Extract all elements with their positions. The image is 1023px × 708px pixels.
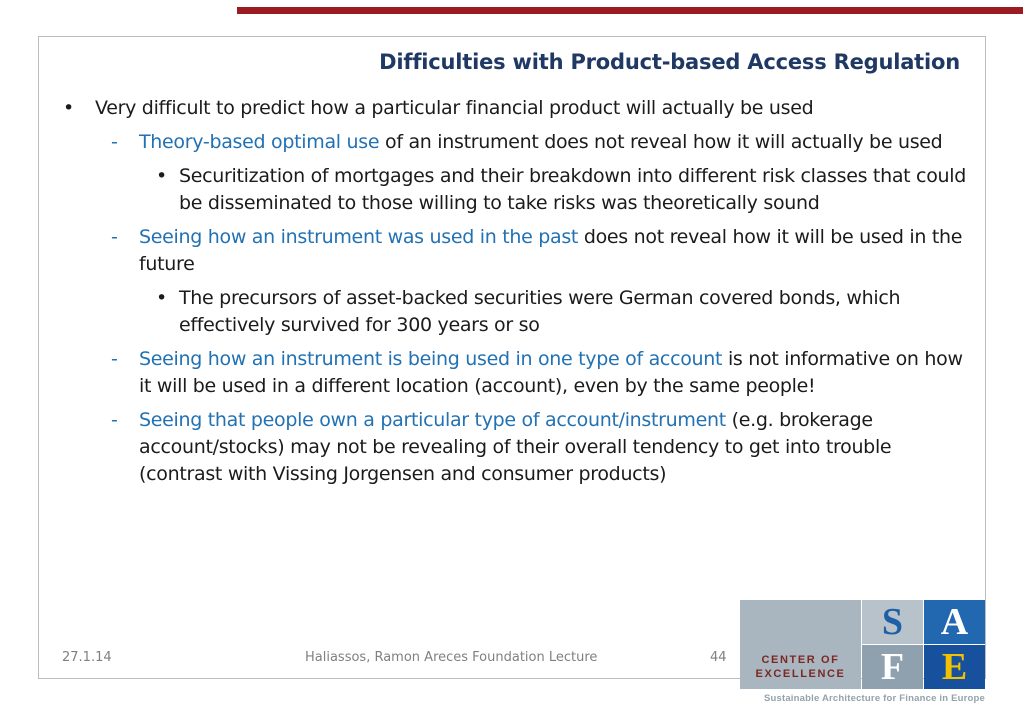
bullet-text: The precursors of asset-backed securities were German covered bonds, which effectively survived for 300 years or so	[179, 287, 901, 336]
logo-letter-s: S	[862, 600, 923, 644]
dash-icon: -	[111, 131, 118, 153]
list-item-text	[179, 163, 969, 217]
list-item-text	[179, 285, 969, 339]
bullet-icon: •	[156, 287, 167, 309]
slide-number: 44	[710, 650, 727, 665]
list-item-4	[39, 224, 969, 278]
list-item-text	[139, 346, 969, 400]
center-of-excellence-line1: CENTER OF	[761, 654, 840, 666]
bullet-text: (e.g. brokerage account/stocks) may not be revealing of their overall tendency to get into trouble (contrast with Vissing Jorgensen and consumer products)	[139, 409, 892, 485]
logo-letter-e: E	[924, 645, 985, 689]
safe-logo-main	[740, 600, 985, 689]
bullet-lead: Theory-based optimal use	[139, 131, 380, 153]
dash-icon: -	[111, 348, 118, 370]
list-item-2	[39, 129, 969, 156]
list-item-3	[39, 163, 969, 217]
slide-frame	[38, 36, 986, 679]
dash-icon: -	[111, 226, 118, 248]
logo-letter-f: F	[862, 645, 923, 689]
bullet-list	[39, 95, 969, 495]
list-item-text	[139, 129, 969, 156]
bullet-lead: Seeing how an instrument was used in the past	[139, 226, 579, 248]
list-item-1	[39, 95, 969, 122]
list-item-7	[39, 407, 969, 488]
list-item-text	[95, 95, 969, 122]
safe-logo	[740, 600, 985, 704]
bullet-text: Very difficult to predict how a particular financial product will actually be used	[95, 97, 814, 119]
bullet-text: is not informative on how it will be used in a different location (account), even by the same people!	[139, 348, 963, 397]
bullet-text: does not reveal how it will be used in the future	[139, 226, 963, 275]
bullet-text: Securitization of mortgages and their breakdown into different risk classes that could be disseminated to those willing to take risks was theoretically sound	[179, 165, 966, 214]
bullet-text: of an instrument does not reveal how it will actually be used	[379, 131, 943, 153]
list-item-text	[139, 224, 969, 278]
logo-tagline: Sustainable Architecture for Finance in Europe	[763, 693, 985, 704]
logo-letter-a: A	[924, 600, 985, 644]
list-item-5	[39, 285, 969, 339]
top-accent-bar	[237, 7, 1023, 14]
slide-title: Difficulties with Product-based Access Regulation	[379, 50, 960, 74]
bullet-icon: •	[156, 165, 167, 187]
safe-letter-tiles	[862, 600, 985, 689]
footer-date: 27.1.14	[62, 650, 112, 665]
center-of-excellence-block	[740, 600, 861, 689]
list-item-6	[39, 346, 969, 400]
bullet-lead: Seeing that people own a particular type of account/instrument	[139, 409, 726, 431]
bullet-lead: Seeing how an instrument is being used in one type of account	[139, 348, 723, 370]
list-item-text	[139, 407, 969, 488]
footer-text: Haliassos, Ramon Areces Foundation Lecture	[305, 650, 598, 665]
bullet-icon: •	[63, 97, 74, 119]
dash-icon: -	[111, 409, 118, 431]
center-of-excellence-line2: EXCELLENCE	[755, 668, 846, 680]
